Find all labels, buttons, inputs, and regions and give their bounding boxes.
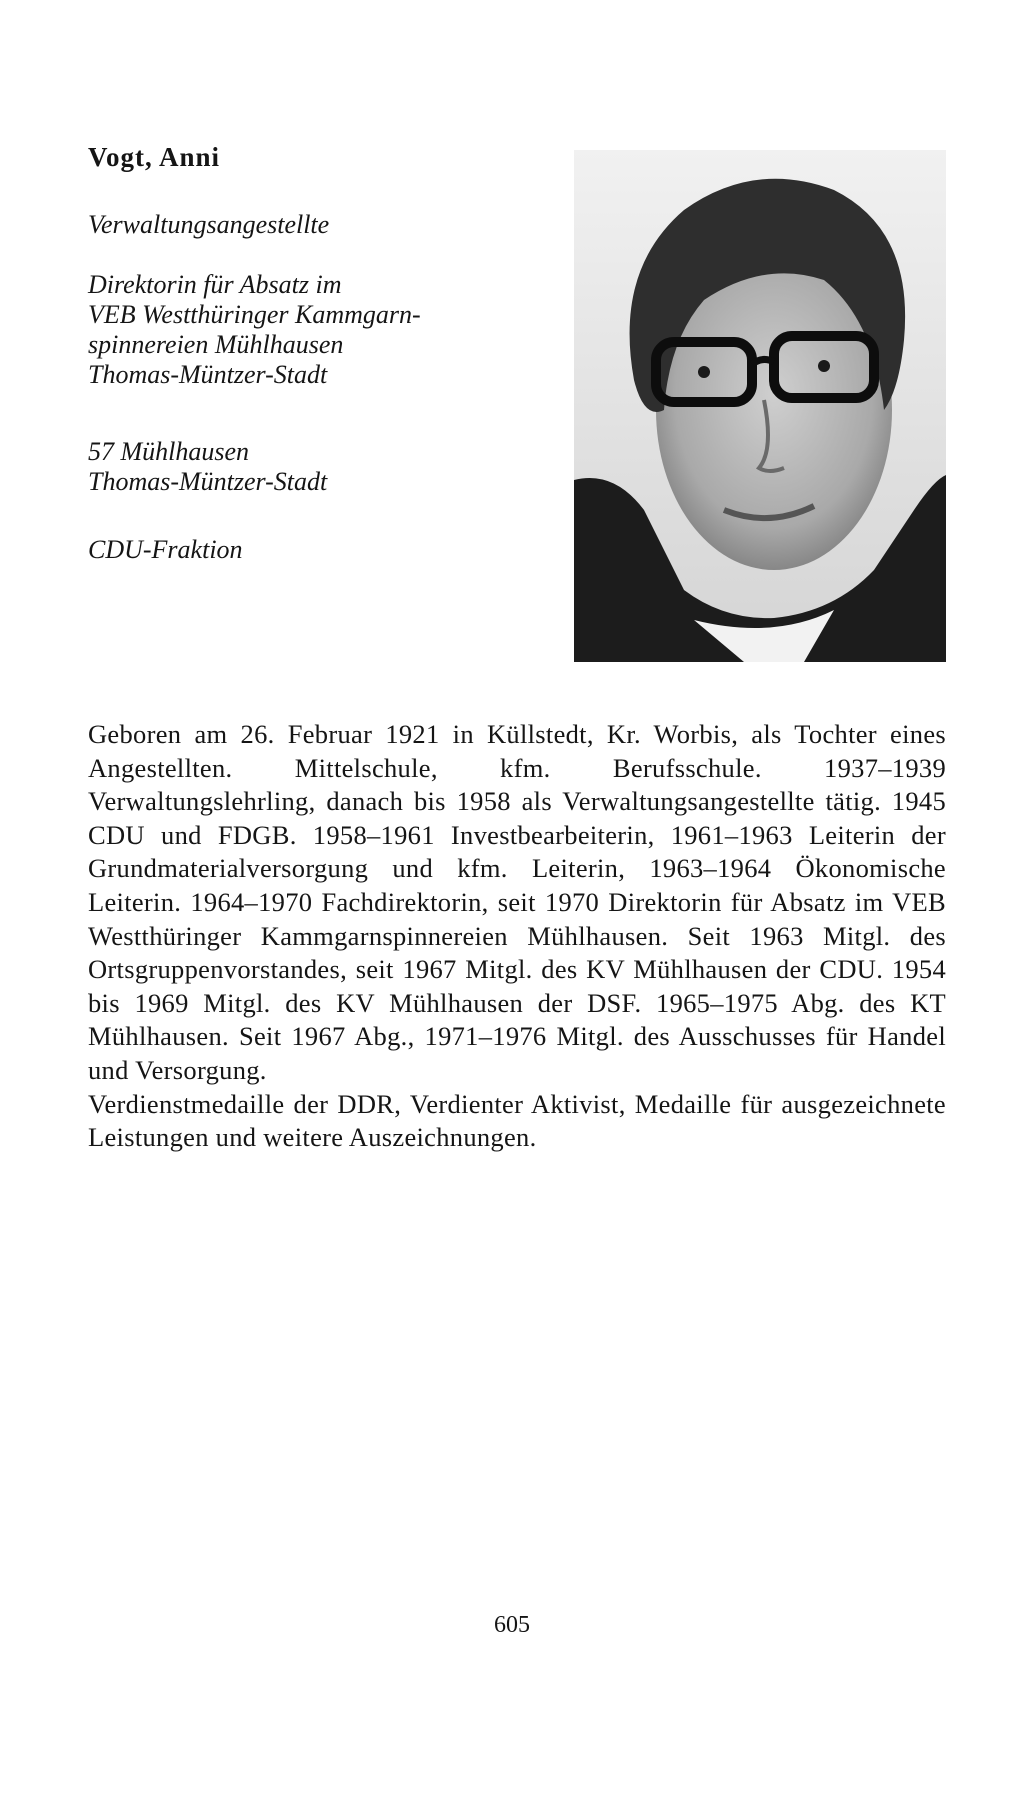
position-block [88, 270, 421, 390]
faction: CDU-Fraktion [88, 535, 243, 564]
awards-paragraph: Verdienstmedaille der DDR, Verdienter Aktivist, Medaille für ausgezeichnete Leistungen und weitere Auszeichnungen. [88, 1088, 946, 1153]
left-eye [698, 366, 710, 378]
address-line: Thomas-Müntzer-Stadt [88, 467, 328, 496]
position-line: Direktorin für Absatz im [88, 270, 342, 299]
address-line: 57 Mühlhausen [88, 437, 250, 466]
person-name: Vogt, Anni [88, 142, 221, 172]
position-line: spinnereien Mühlhausen [88, 330, 344, 359]
address-block [88, 437, 327, 497]
portrait-photo [574, 150, 946, 662]
occupation: Verwaltungsangestellte [88, 210, 330, 239]
biography [88, 718, 946, 1155]
biography-paragraph: Geboren am 26. Februar 1921 in Küllstedt, Kr. Worbis, als Tochter eines Angestellten. Mittelschule, kfm. Berufsschule. 1937–1939 Verwaltungslehrling, danach bis 1958 als Verwaltungsangestellte tätig. 1945 CDU und FDGB. 1958–1961 Investbearbeiterin, 1961–1963 Leiterin der Grundmaterialversorgung und kfm. Leiterin, 1963–1964 Ökonomische Leiterin. 1964–1970 Fachdirektorin, seit 1970 Direktorin für Absatz im VEB Westthüringer Kammgarnspinnereien Mühlhausen. Seit 1963 Mitgl. des Ortsgruppenvorstandes, seit 1967 Mitgl. des KV Mühlhausen der CDU. 1954 bis 1969 Mitgl. des KV Mühlhausen der DSF. 1965–1975 Abg. des KT Mühlhausen. Seit 1967 Abg., 1971–1976 Mitgl. des Ausschusses für Handel und Versorgung. [88, 719, 946, 1085]
position-line: Thomas-Müntzer-Stadt [88, 360, 328, 389]
right-eye [818, 360, 830, 372]
portrait-photo-icon [574, 150, 946, 662]
position-line: VEB Westthüringer Kammgarn- [88, 300, 421, 329]
page-number: 605 [494, 1612, 530, 1638]
